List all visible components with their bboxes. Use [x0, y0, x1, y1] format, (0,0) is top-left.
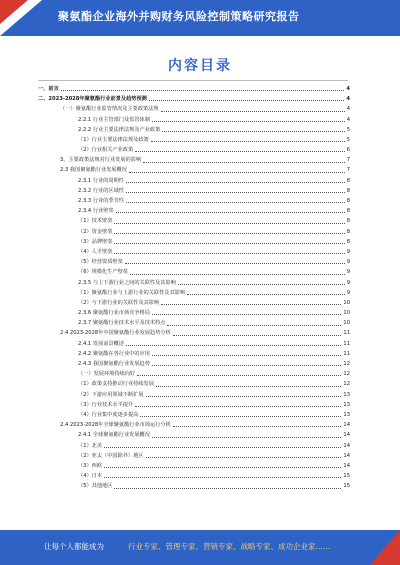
toc-entry-title: （一）聚氨酯行业监管情况及主要政策法规	[60, 106, 159, 113]
toc-leader-dots	[135, 405, 341, 407]
toc-entry-page: 11	[343, 330, 350, 337]
toc-entry[interactable]	[38, 410, 350, 420]
toc-entry[interactable]	[38, 441, 350, 451]
toc-leader-dots	[156, 385, 341, 387]
toc-entry-title: （4）人才壁垒	[78, 248, 113, 255]
toc-entry-page: 9	[346, 269, 350, 276]
toc-entry-title: （1）聚氨酯行业与上游行业的关联性及其影响	[78, 289, 186, 296]
toc-leader-dots	[162, 130, 344, 132]
toc-entry-title: （3）行业技术水平提升	[78, 401, 134, 408]
toc-entry[interactable]	[38, 430, 350, 440]
toc-entry-title: 3、主要政策法规对行业发展的影响	[60, 157, 142, 164]
toc-leader-dots	[146, 395, 342, 397]
toc-entry-title: 2.4 2023-2028年中国聚氨酯行业发展趋势分析	[60, 330, 171, 337]
toc-entry-page: 10	[343, 310, 350, 317]
toc-leader-dots	[126, 181, 345, 183]
toc-entry[interactable]	[38, 390, 350, 400]
toc-leader-dots	[61, 89, 345, 91]
toc-leader-dots	[161, 110, 345, 112]
toc-entry[interactable]	[38, 359, 350, 369]
toc-entry-title: （2）行业相关产业政策	[78, 147, 134, 154]
toc-entry-title: （3）西欧	[78, 462, 103, 469]
toc-leader-dots	[173, 425, 342, 427]
toc-entry-title: 2.3 我国聚氨酯行业发展概况	[60, 167, 127, 174]
toc-entry[interactable]	[38, 125, 350, 135]
toc-entry-title: 2.2.1 行业主管部门及监管体制	[78, 116, 150, 123]
toc-entry-page: 9	[346, 248, 350, 255]
toc-entry[interactable]	[38, 329, 350, 339]
toc-entry[interactable]	[38, 135, 350, 145]
toc-entry-title: （一）发展环境持续向好	[78, 371, 136, 378]
toc-entry-title: （4）行业集中度逐步提高	[78, 411, 139, 418]
toc-entry-page: 8	[346, 238, 350, 245]
toc-leader-dots	[143, 161, 345, 163]
toc-entry-title: 2.4.1 发展前景概述	[78, 340, 124, 347]
toc-entry-page: 9	[346, 279, 350, 286]
toc-entry-page: 15	[343, 483, 350, 490]
toc-entry-page: 4	[346, 116, 350, 123]
toc-leader-dots	[187, 293, 345, 295]
toc-entry-page: 12	[343, 361, 350, 368]
toc-entry-title: （2）下游应用领域不断扩展	[78, 391, 144, 398]
toc-entry-page: 14	[343, 452, 350, 459]
toc-entry-page: 15	[343, 473, 350, 480]
toc-entry-page: 14	[343, 442, 350, 449]
toc-leader-dots	[152, 436, 341, 438]
toc-leader-dots	[149, 99, 345, 101]
toc-leader-dots	[114, 487, 341, 489]
toc-leader-dots	[126, 201, 345, 203]
toc-leader-dots	[161, 303, 341, 305]
toc-leader-dots	[152, 313, 341, 315]
toc-entry[interactable]	[38, 257, 350, 267]
toc-entry-title: （4）日本	[78, 473, 103, 480]
toc-leader-dots	[104, 466, 341, 468]
table-of-contents	[38, 84, 350, 492]
toc-entry[interactable]	[38, 247, 350, 257]
toc-entry-title: 2.3.6 聚氨酯行业市场竞争格局	[78, 310, 150, 317]
toc-entry[interactable]	[38, 481, 350, 491]
header-corner-red	[0, 0, 28, 24]
toc-entry-page: 11	[343, 340, 350, 347]
toc-entry[interactable]	[38, 166, 350, 176]
toc-entry[interactable]	[38, 94, 350, 104]
toc-entry-page: 8	[346, 218, 350, 225]
toc-leader-dots	[167, 324, 341, 326]
toc-entry-page: 12	[343, 371, 350, 378]
toc-entry[interactable]	[38, 84, 350, 94]
toc-entry-page: 13	[343, 411, 350, 418]
toc-entry-page: 10	[343, 320, 350, 327]
toc-leader-dots	[173, 334, 342, 336]
toc-entry-title: （2）与下游行业的关联性及其影响	[78, 299, 160, 306]
toc-entry-title: 一、前言	[38, 85, 59, 92]
toc-entry-title: 2.4.1 全球聚氨酯行业发展概况	[78, 432, 150, 439]
toc-entry-page: 7	[346, 167, 350, 174]
toc-entry-title: 2.3.7 聚氨酯行业技术水平及技术特点	[78, 320, 166, 327]
toc-entry-page: 11	[343, 350, 350, 357]
toc-entry[interactable]	[38, 176, 350, 186]
toc-entry-page: 4	[346, 96, 350, 103]
toc-entry-page: 4	[346, 85, 350, 92]
header-banner	[0, 0, 400, 36]
toc-leader-dots	[135, 150, 345, 152]
toc-entry[interactable]	[38, 379, 350, 389]
toc-entry[interactable]	[38, 298, 350, 308]
toc-entry[interactable]	[38, 339, 350, 349]
toc-entry-page: 14	[343, 432, 350, 439]
toc-entry[interactable]	[38, 227, 350, 237]
toc-entry[interactable]	[38, 461, 350, 471]
toc-entry[interactable]	[38, 278, 350, 288]
toc-leader-dots	[152, 354, 341, 356]
toc-leader-dots	[146, 456, 342, 458]
toc-leader-dots	[151, 140, 345, 142]
toc-entry-title: 2.3.4 行业壁垒	[78, 208, 114, 215]
toc-entry-title: （1）行业主要法律法规及政策	[78, 136, 149, 143]
toc-entry[interactable]	[38, 369, 350, 379]
toc-entry[interactable]	[38, 186, 350, 196]
toc-entry-title: （5）其他地区	[78, 483, 113, 490]
toc-entry-page: 5	[346, 136, 350, 143]
toc-leader-dots	[114, 242, 344, 244]
toc-entry[interactable]	[38, 145, 350, 155]
toc-entry[interactable]	[38, 420, 350, 430]
toc-entry-title: （5）经营资质壁垒	[78, 259, 123, 266]
toc-entry[interactable]	[38, 206, 350, 216]
toc-leader-dots	[137, 374, 341, 376]
toc-entry-page: 8	[346, 177, 350, 184]
toc-leader-dots	[152, 120, 345, 122]
toc-leader-dots	[114, 222, 344, 224]
toc-heading: 内容目录	[168, 58, 232, 74]
toc-entry-page: 4	[346, 106, 350, 113]
toc-leader-dots	[125, 262, 345, 264]
footer-slogan: 让每个人都能成为	[44, 542, 104, 551]
toc-entry-page: 9	[346, 289, 350, 296]
toc-entry-page: 7	[346, 157, 350, 164]
toc-entry-title: （1）政策支持推动行业持续发展	[78, 381, 154, 388]
toc-leader-dots	[126, 344, 341, 346]
footer-corner-red	[370, 530, 400, 565]
toc-entry-page: 8	[346, 198, 350, 205]
toc-entry[interactable]	[38, 115, 350, 125]
toc-leader-dots	[114, 252, 344, 254]
toc-entry-title: （1）北美	[78, 442, 103, 449]
toc-entry-title: 2.4 2023-2028年全球聚氨酯行业市场运行分析	[60, 422, 171, 429]
toc-entry[interactable]	[38, 471, 350, 481]
toc-divider	[38, 80, 348, 81]
toc-leader-dots	[116, 211, 345, 213]
toc-leader-dots	[152, 364, 341, 366]
toc-leader-dots	[130, 273, 345, 275]
toc-entry-page: 13	[343, 401, 350, 408]
toc-entry[interactable]	[38, 318, 350, 328]
toc-entry-title: （6）规模化生产壁垒	[78, 269, 128, 276]
toc-leader-dots	[104, 476, 341, 478]
report-title: 聚氨酯企业海外并购财务风险控制策略研究报告	[58, 10, 300, 23]
toc-leader-dots	[178, 283, 345, 285]
toc-entry-page: 14	[343, 422, 350, 429]
toc-leader-dots	[129, 171, 345, 173]
toc-entry[interactable]	[38, 308, 350, 318]
toc-entry-page: 9	[346, 259, 350, 266]
toc-entry[interactable]	[38, 155, 350, 165]
toc-entry[interactable]	[38, 267, 350, 277]
toc-entry-page: 5	[346, 126, 350, 133]
toc-entry[interactable]	[38, 288, 350, 298]
toc-leader-dots	[126, 191, 345, 193]
toc-entry-page: 13	[343, 391, 350, 398]
footer-banner	[0, 530, 400, 565]
toc-entry-page: 6	[346, 147, 350, 154]
toc-leader-dots	[104, 446, 341, 448]
toc-entry-title: 2.4.3 我国聚氨酯行业发展趋势	[78, 361, 150, 368]
toc-entry-title: 2.4.2 聚氨酯在各行业中的应用	[78, 350, 150, 357]
toc-entry[interactable]	[38, 196, 350, 206]
toc-entry-title: （2）资金壁垒	[78, 228, 113, 235]
toc-entry-title: 2.3.2 行业的区域性	[78, 187, 124, 194]
toc-entry-title: （1）技术壁垒	[78, 218, 113, 225]
toc-entry-page: 10	[343, 299, 350, 306]
toc-entry[interactable]	[38, 349, 350, 359]
toc-entry-title: 2.3.1 行业的周期性	[78, 177, 124, 184]
toc-entry[interactable]	[38, 237, 350, 247]
toc-entry-title: 2.3.3 行业的季节性	[78, 198, 124, 205]
toc-leader-dots	[114, 232, 344, 234]
toc-entry[interactable]	[38, 400, 350, 410]
footer-tagline: 行业专家、管理专家、营销专家、战略专家、成功企业家……	[128, 542, 331, 551]
toc-entry-page: 12	[343, 381, 350, 388]
toc-leader-dots	[140, 415, 341, 417]
toc-entry-title: （3）品牌壁垒	[78, 238, 113, 245]
toc-entry[interactable]	[38, 104, 350, 114]
toc-entry-title: 二、2023-2028年聚氨酯行业前景及趋势预测	[38, 96, 147, 103]
toc-entry-title: （2）亚太（中国除外）地区	[78, 452, 144, 459]
toc-entry-title: 2.3.5 与上下游行业之间的关联性及其影响	[78, 279, 176, 286]
toc-entry[interactable]	[38, 451, 350, 461]
toc-entry-page: 14	[343, 462, 350, 469]
toc-entry-page: 8	[346, 187, 350, 194]
toc-entry-page: 8	[346, 208, 350, 215]
toc-entry-page: 8	[346, 228, 350, 235]
toc-entry-title: 2.2.2 行业主要法律法规及产业政策	[78, 126, 161, 133]
toc-entry[interactable]	[38, 216, 350, 226]
